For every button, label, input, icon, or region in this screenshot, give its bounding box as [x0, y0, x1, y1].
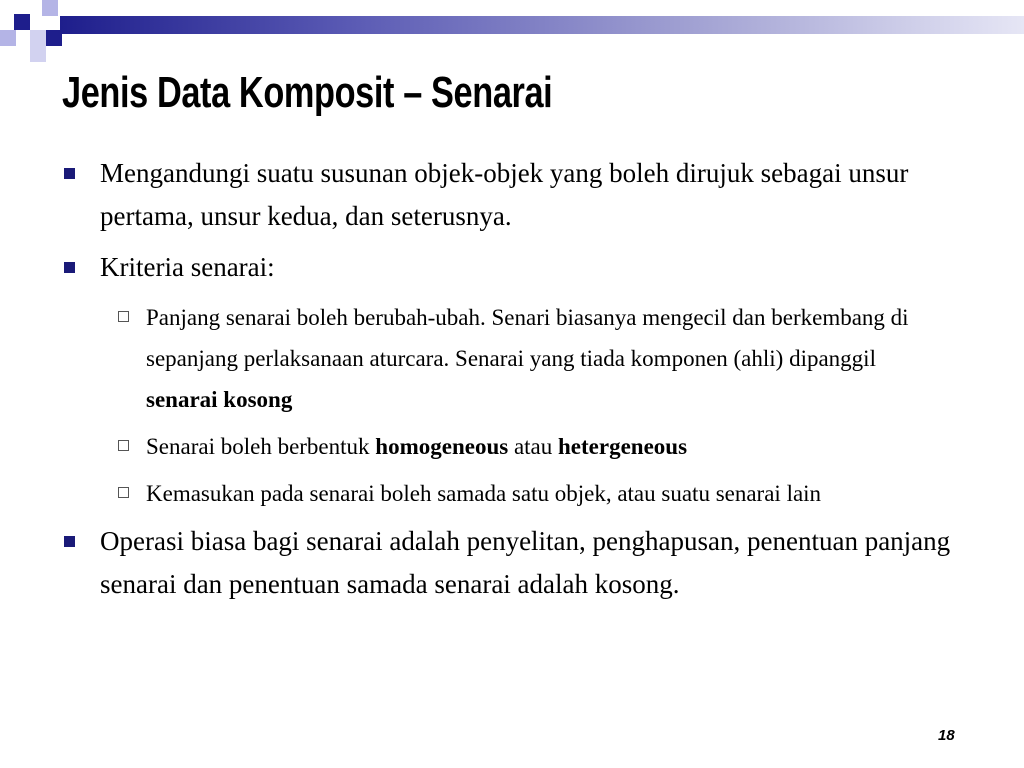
header-gradient-bar — [60, 16, 1024, 34]
sub-bullet-bold-text: senarai kosong — [146, 387, 293, 412]
page-number: 18 — [938, 727, 955, 744]
square-bullet-icon — [64, 536, 75, 547]
sub-bullet-text: Kemasukan pada senarai boleh samada satu objek, atau suatu senarai lain — [146, 481, 822, 506]
sub-bullet-text: atau — [508, 434, 558, 459]
bullet-item — [62, 246, 962, 289]
bullet-item — [62, 520, 962, 606]
decor-square-1 — [14, 14, 30, 30]
decor-square-3 — [0, 30, 16, 46]
bullet-text: Kriteria senarai: — [100, 252, 275, 282]
hollow-square-bullet-icon — [118, 487, 129, 498]
hollow-square-bullet-icon — [118, 311, 129, 322]
bullet-item — [62, 152, 962, 238]
bullet-text: Mengandungi suatu susunan objek-objek yang boleh dirujuk sebagai unsur pertama, unsur kedua, dan seterusnya. — [100, 158, 909, 231]
square-bullet-icon — [64, 168, 75, 179]
decor-square-6 — [30, 46, 46, 62]
bullet-text: Operasi biasa bagi senarai adalah penyelitan, penghapusan, penentuan panjang senarai dan penentuan samada senarai adalah kosong. — [100, 526, 951, 599]
sub-bullet-text: Senarai boleh berbentuk — [146, 434, 376, 459]
slide-title: Jenis Data Komposit – Senarai — [62, 68, 553, 117]
sub-bullet-item — [62, 426, 946, 467]
decor-square-2 — [42, 0, 58, 16]
sub-bullet-item — [62, 473, 946, 514]
sub-bullet-bold-text: hetergeneous — [558, 434, 688, 459]
sub-bullet-item — [62, 297, 946, 420]
decor-square-4 — [30, 30, 46, 46]
slide-body — [62, 152, 962, 614]
sub-bullet-bold-text: homogeneous — [375, 434, 509, 459]
hollow-square-bullet-icon — [118, 440, 129, 451]
sub-bullet-text: Panjang senarai boleh berubah-ubah. Senari biasanya mengecil dan berkembang di sepanjang perlaksanaan aturcara. Senarai yang tiada komponen (ahli) dipanggil — [146, 305, 909, 371]
square-bullet-icon — [64, 262, 75, 273]
